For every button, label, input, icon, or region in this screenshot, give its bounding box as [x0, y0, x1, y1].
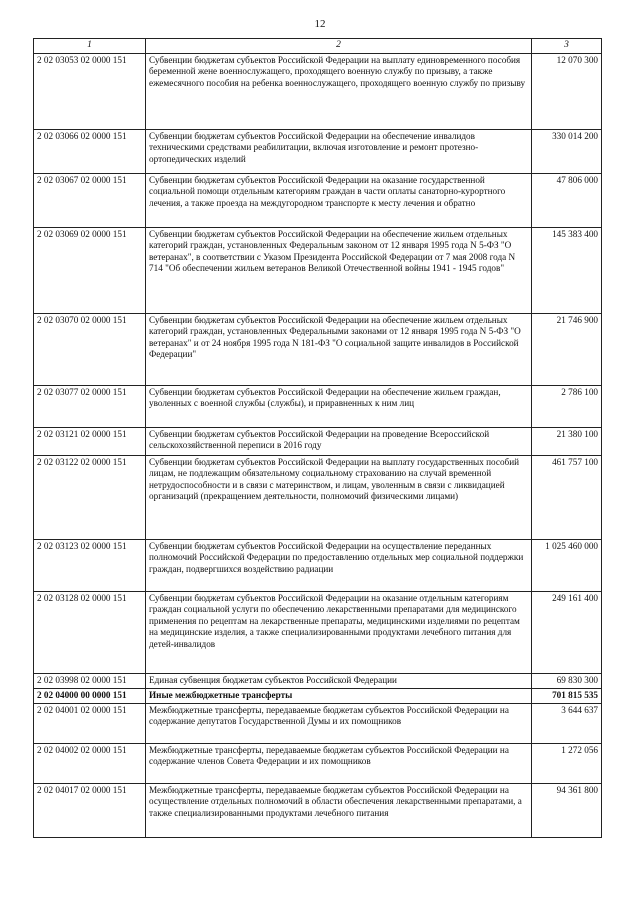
- cell-name: Субвенции бюджетам субъектов Российской Федерации на осуществление переданных полномочий Российской Федерации по предоставлению отдельных мер социальной поддержки граждан, подвергшихся воздействию радиации: [146, 539, 532, 591]
- cell-name: Субвенции бюджетам субъектов Российской Федерации на выплату единовременного пособия беременной жене военнослужащего, проходящего военную службу по призыву, а также ежемесячного пособия на ребенка военнослужащего, проходящего военную службу по призыву: [146, 53, 532, 129]
- table-row: [34, 227, 602, 313]
- cell-code: 2 02 03998 02 0000 151: [34, 673, 146, 688]
- column-header-name: 2: [146, 39, 532, 54]
- budget-table: [33, 38, 602, 838]
- cell-name: Субвенции бюджетам субъектов Российской Федерации на оказание государственной социальной помощи отдельным категориям граждан в части оплаты санаторно-курортного лечения, а также проезда на междугородном транспорте к месту лечения и обратно: [146, 173, 532, 227]
- cell-amount: 1 025 460 000: [532, 539, 602, 591]
- table-row: [34, 783, 602, 837]
- cell-amount: 701 815 535: [532, 688, 602, 703]
- cell-amount: 69 830 300: [532, 673, 602, 688]
- column-header-code: 1: [34, 39, 146, 54]
- cell-amount: 21 746 900: [532, 313, 602, 385]
- cell-amount: 1 272 056: [532, 743, 602, 783]
- cell-code: 2 02 03123 02 0000 151: [34, 539, 146, 591]
- cell-amount: 145 383 400: [532, 227, 602, 313]
- table-row: [34, 455, 602, 539]
- cell-code: 2 02 03069 02 0000 151: [34, 227, 146, 313]
- cell-amount: 3 644 637: [532, 703, 602, 743]
- cell-code: 2 02 03070 02 0000 151: [34, 313, 146, 385]
- page-number: 12: [314, 18, 326, 30]
- table-row: [34, 129, 602, 173]
- table-row: [34, 539, 602, 591]
- cell-amount: 47 806 000: [532, 173, 602, 227]
- cell-name: Субвенции бюджетам субъектов Российской Федерации на обеспечение жильем граждан, уволенных с военной службы (службы), и приравненных к ним лиц: [146, 385, 532, 427]
- table-row: [34, 53, 602, 129]
- cell-amount: 94 361 800: [532, 783, 602, 837]
- cell-code: 2 02 03053 02 0000 151: [34, 53, 146, 129]
- cell-code: 2 02 03067 02 0000 151: [34, 173, 146, 227]
- cell-amount: 21 380 100: [532, 427, 602, 455]
- cell-code: 2 02 03122 02 0000 151: [34, 455, 146, 539]
- cell-name: Межбюджетные трансферты, передаваемые бюджетам субъектов Российской Федерации на содержание депутатов Государственной Думы и их помощников: [146, 703, 532, 743]
- cell-code: 2 02 03077 02 0000 151: [34, 385, 146, 427]
- table-row: [34, 688, 602, 703]
- cell-name: Иные межбюджетные трансферты: [146, 688, 532, 703]
- table-row: [34, 591, 602, 673]
- cell-name: Субвенции бюджетам субъектов Российской Федерации на выплату государственных пособий лицам, не подлежащим обязательному социальному страхованию на случай временной нетрудоспособности и в связи с материнством, и лицам, уволенным в связи с ликвидацией организаций (прекращением деятельности, полномочий физическими лицами): [146, 455, 532, 539]
- cell-code: 2 02 03121 02 0000 151: [34, 427, 146, 455]
- table-row: [34, 743, 602, 783]
- cell-name: Межбюджетные трансферты, передаваемые бюджетам субъектов Российской Федерации на содержание членов Совета Федерации и их помощников: [146, 743, 532, 783]
- cell-name: Субвенции бюджетам субъектов Российской Федерации на обеспечение жильем отдельных категорий граждан, установленных Федеральным законом от 12 января 1995 года N 5-ФЗ "О ветеранах", в соответствии с Указом Президента Российской Федерации от 7 мая 2008 года N 714 "Об обеспечении жильем ветеранов Великой Отечественной войны 1941 - 1945 годов": [146, 227, 532, 313]
- cell-name: Единая субвенция бюджетам субъектов Российской Федерации: [146, 673, 532, 688]
- table-row: [34, 173, 602, 227]
- cell-amount: 461 757 100: [532, 455, 602, 539]
- cell-code: 2 02 03128 02 0000 151: [34, 591, 146, 673]
- cell-amount: 330 014 200: [532, 129, 602, 173]
- column-header-amount: 3: [532, 39, 602, 54]
- cell-code: 2 02 04000 00 0000 151: [34, 688, 146, 703]
- cell-name: Субвенции бюджетам субъектов Российской Федерации на обеспечение инвалидов техническими средствами реабилитации, включая изготовление и ремонт протезно-ортопедических изделий: [146, 129, 532, 173]
- table-header-row: [34, 39, 602, 54]
- table-row: [34, 703, 602, 743]
- cell-code: 2 02 04017 02 0000 151: [34, 783, 146, 837]
- cell-name: Межбюджетные трансферты, передаваемые бюджетам субъектов Российской Федерации на осуществление отдельных полномочий в области обеспечения лекарственными препаратами, а также специализированными продуктами лечебного питания: [146, 783, 532, 837]
- table-row: [34, 673, 602, 688]
- cell-name: Субвенции бюджетам субъектов Российской Федерации на обеспечение жильем отдельных категорий граждан, установленных Федеральными законами от 12 января 1995 года N 5-ФЗ "О ветеранах" и от 24 ноября 1995 года N 181-ФЗ "О социальной защите инвалидов в Российской Федерации": [146, 313, 532, 385]
- cell-code: 2 02 03066 02 0000 151: [34, 129, 146, 173]
- table-row: [34, 313, 602, 385]
- cell-code: 2 02 04001 02 0000 151: [34, 703, 146, 743]
- cell-amount: 249 161 400: [532, 591, 602, 673]
- cell-amount: 12 070 300: [532, 53, 602, 129]
- cell-code: 2 02 04002 02 0000 151: [34, 743, 146, 783]
- cell-amount: 2 786 100: [532, 385, 602, 427]
- cell-name: Субвенции бюджетам субъектов Российской Федерации на оказание отдельным категориям граждан социальной услуги по обеспечению лекарственными препаратами для медицинского применения по рецептам на лекарственные препараты, медицинскими изделиями по рецептам на медицинские изделия, а также специализированными продуктами лечебного питания для детей-инвалидов: [146, 591, 532, 673]
- table-row: [34, 385, 602, 427]
- cell-name: Субвенции бюджетам субъектов Российской Федерации на проведение Всероссийской сельскохозяйственной переписи в 2016 году: [146, 427, 532, 455]
- table-row: [34, 427, 602, 455]
